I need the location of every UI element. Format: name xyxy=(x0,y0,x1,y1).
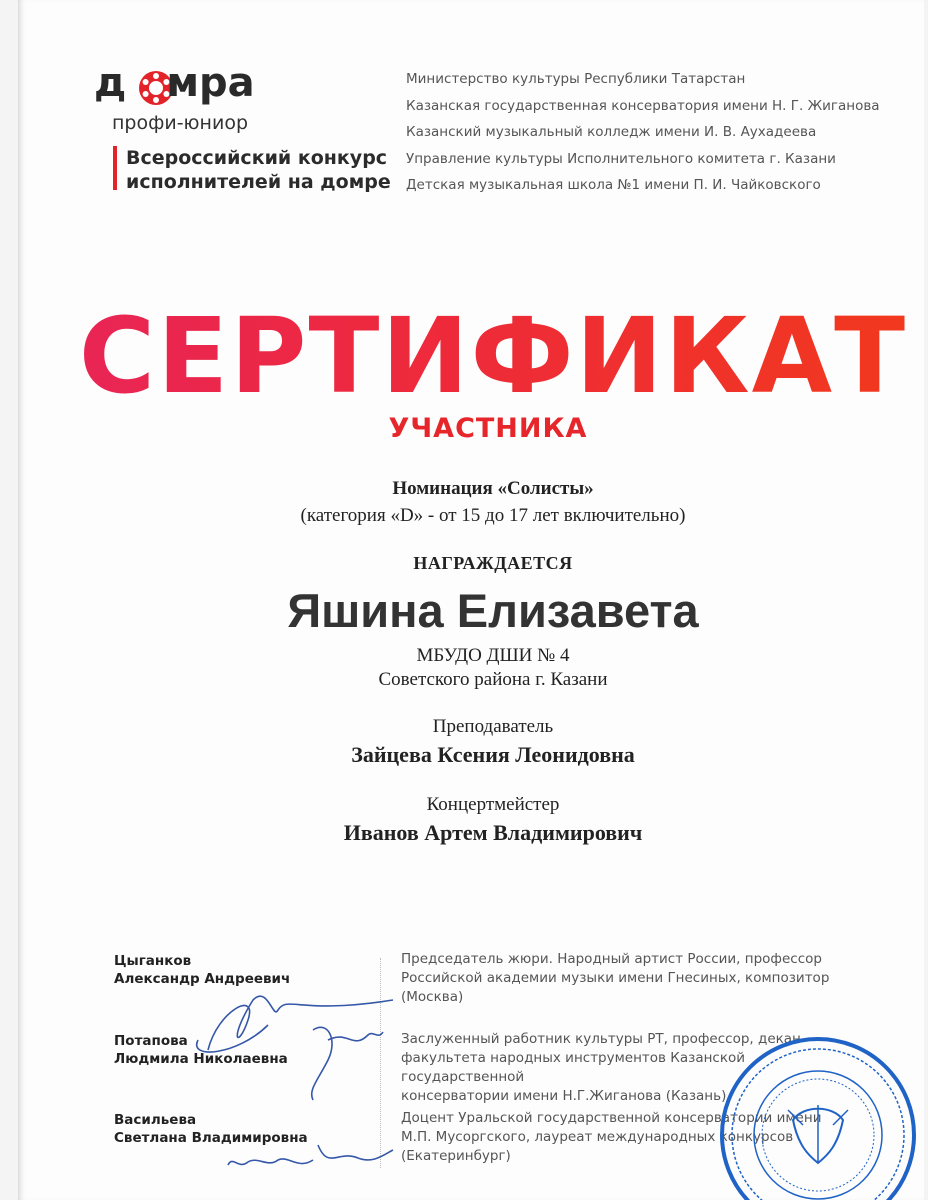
accompanist-name: Иванов Артем Владимирович xyxy=(343,820,643,845)
jury-given-names: Светлана Владимировна xyxy=(114,1130,308,1146)
jury-given-names: Людмила Николаевна xyxy=(114,1051,288,1067)
certificate-subtitle: УЧАСТНИКА xyxy=(388,413,588,444)
jury-desc-line: М.П. Мусоргского, лауреат международных конкурсов xyxy=(401,1129,794,1145)
school-line-2: Советского района г. Казани xyxy=(378,669,608,690)
organizer: Управление культуры Исполнительного комитета г. Казани xyxy=(406,150,836,167)
logo-accent-bar xyxy=(113,146,117,190)
nomination: Номинация «Солисты» xyxy=(392,478,594,499)
jury-surname: Васильева xyxy=(114,1112,197,1128)
school-line-1: МБУДО ДШИ № 4 xyxy=(416,645,570,666)
organizer: Казанский музыкальный колледж имени И. В. Аухадеева xyxy=(406,124,817,140)
organizer: Детская музыкальная школа №1 имени П. И. Чайковского xyxy=(406,177,821,193)
jury-desc-line: (Москва) xyxy=(401,989,464,1005)
jury-desc-line: консерватории имени Н.Г.Жиганова (Казань) xyxy=(401,1088,727,1104)
jury-desc-line: Заслуженный работник культуры РТ, профессор, декан xyxy=(401,1031,801,1047)
contest-line-1: Всероссийский конкурс xyxy=(126,147,388,169)
jury-desc-line: (Екатеринбург) xyxy=(401,1148,511,1164)
category: (категория «D» - от 15 до 17 лет включительно) xyxy=(300,505,686,526)
jury-desc-line: Председатель жюри. Народный артист России, профессор xyxy=(401,951,822,967)
certificate-title: СЕРТИФИКАТ xyxy=(18,295,924,417)
jury-given-names: Александр Андреевич xyxy=(114,971,291,987)
jury-desc-line: Российской академии музыки имени Гнесиных, композитор xyxy=(401,970,830,986)
teacher-name: Зайцева Ксения Леонидовна xyxy=(351,742,635,767)
logo-text: д мра xyxy=(94,60,255,106)
organizer: Министерство культуры Республики Татарстан xyxy=(406,71,746,87)
teacher-label: Преподаватель xyxy=(432,716,554,737)
accompanist-label: Концертмейстер xyxy=(426,794,560,815)
signature xyxy=(178,980,408,1195)
contest-name xyxy=(126,146,391,194)
jury-desc-line: факультета народных инструментов Казанской государственной xyxy=(401,1050,746,1085)
jury-surname: Цыганков xyxy=(114,953,192,969)
organizer: Казанская государственная консерватория имени Н. Г. Жиганова xyxy=(406,97,880,114)
jury-surname: Потапова xyxy=(114,1033,188,1049)
logo-subtitle: профи-юниор xyxy=(112,112,249,134)
jury-description xyxy=(401,950,851,1007)
contest-line-2: исполнителей на домре xyxy=(126,171,391,193)
recipient-name: Яшина Елизавета xyxy=(287,584,699,637)
certificate-sheet xyxy=(18,0,924,1200)
jury-desc-line: Доцент Уральской государственной консерватории имени xyxy=(401,1110,822,1126)
official-stamp xyxy=(718,1035,918,1200)
awarded-label: НАГРАЖДАЕТСЯ xyxy=(413,553,573,573)
organizers-list xyxy=(406,66,880,199)
